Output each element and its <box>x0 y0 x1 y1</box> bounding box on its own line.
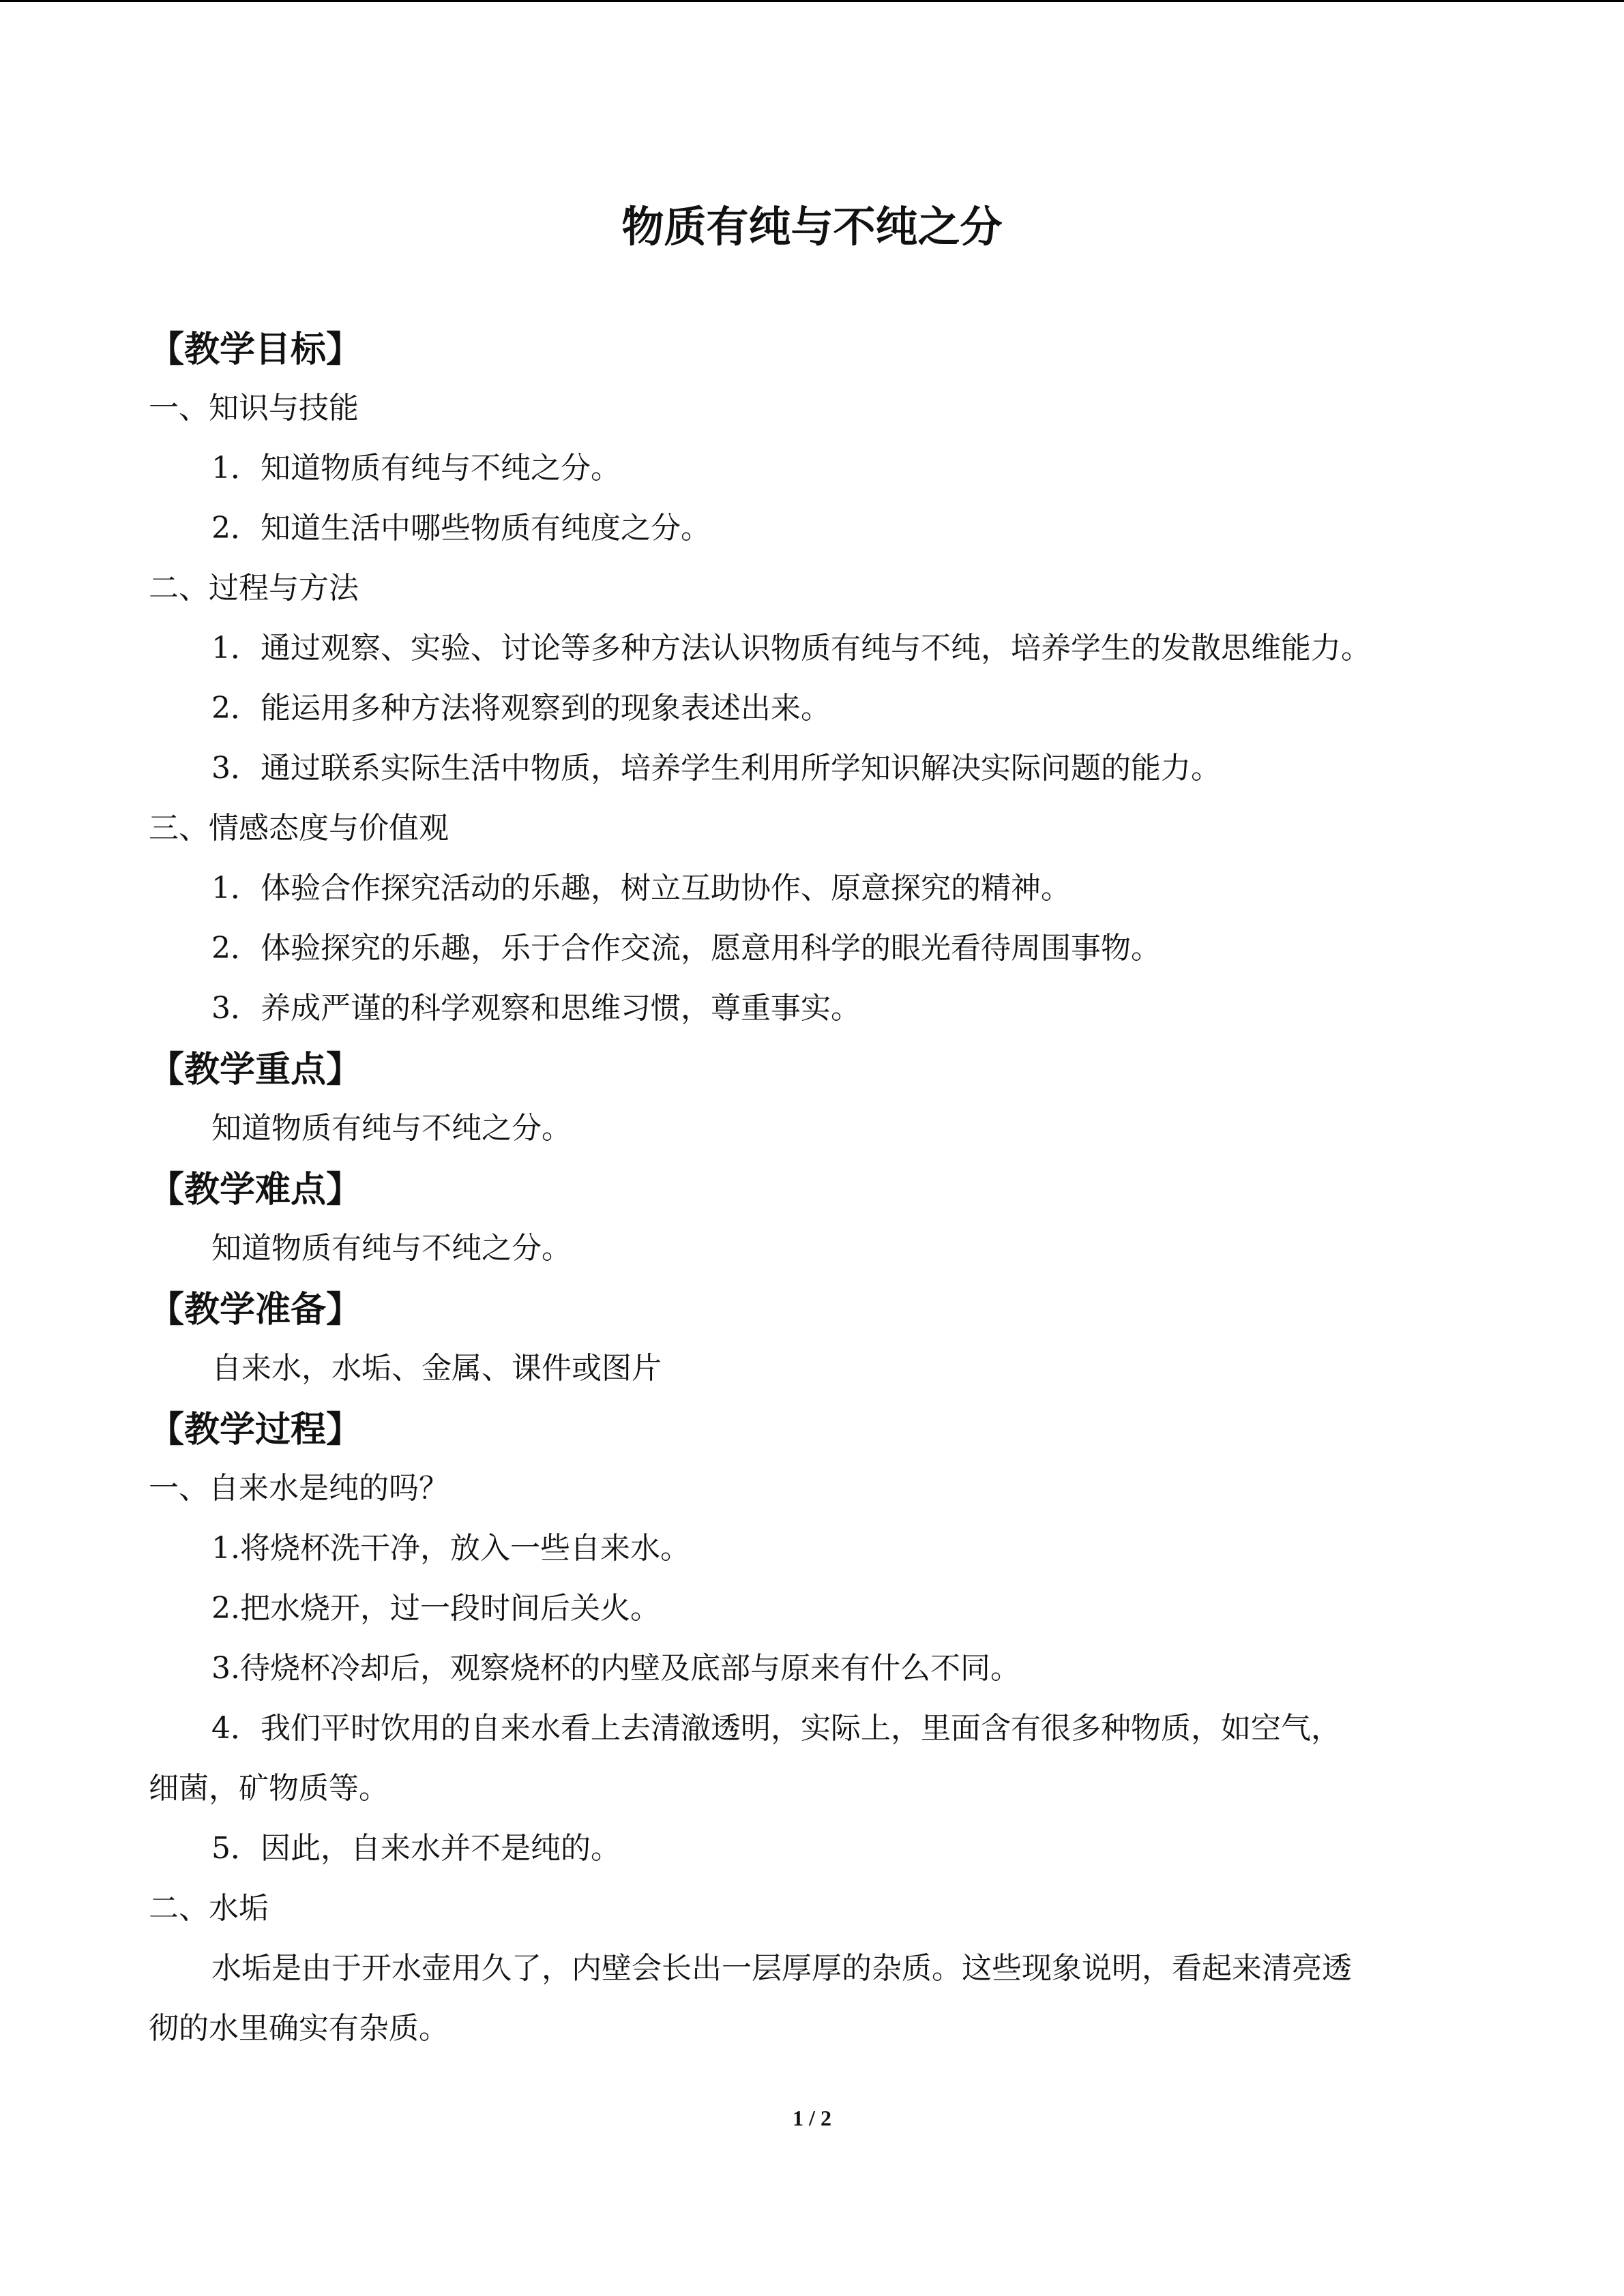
text-line: 2.把水烧开，过一段时间后关火。 <box>211 1591 660 1626</box>
section-heading: 【教学难点】 <box>149 1169 362 1210</box>
text-line: 一、自来水是纯的吗？ <box>149 1471 449 1506</box>
text-line: 细菌，矿物质等。 <box>149 1771 389 1806</box>
text-line: 水垢是由于开水壶用久了，内壁会长出一层厚厚的杂质。这些现象说明，看起来清亮透 <box>211 1951 1352 1986</box>
text-line: 彻的水里确实有杂质。 <box>149 2011 449 2046</box>
text-line: 3.待烧杯冷却后，观察烧杯的内壁及底部与原来有什么不同。 <box>211 1651 1020 1686</box>
text-line: 3．养成严谨的科学观察和思维习惯，尊重事实。 <box>211 991 861 1026</box>
text-line: 2．体验探究的乐趣，乐于合作交流，愿意用科学的眼光看待周围事物。 <box>211 931 1161 966</box>
section-heading: 【教学准备】 <box>149 1289 362 1330</box>
text-line: 自来水，水垢、金属、课件或图片 <box>211 1351 662 1386</box>
text-line: 一、知识与技能 <box>149 391 359 426</box>
text-line: 三、情感态度与价值观 <box>149 811 449 846</box>
text-line: 4．我们平时饮用的自来水看上去清澈透明，实际上，里面含有很多种物质，如空气， <box>211 1711 1341 1746</box>
text-line: 1．通过观察、实验、讨论等多种方法认识物质有纯与不纯，培养学生的发散思维能力。 <box>211 631 1371 666</box>
text-line: 1．体验合作探究活动的乐趣，树立互助协作、原意探究的精神。 <box>211 871 1071 906</box>
document-title: 物质有纯与不纯之分 <box>621 202 1003 252</box>
section-heading: 【教学过程】 <box>149 1410 362 1450</box>
page-number: 1 / 2 <box>793 2106 831 2130</box>
text-line: 知道物质有纯与不纯之分。 <box>211 1231 572 1266</box>
text-line: 知道物质有纯与不纯之分。 <box>211 1111 572 1146</box>
text-line: 2．能运用多种方法将观察到的现象表述出来。 <box>211 691 831 726</box>
text-line: 二、水垢 <box>149 1891 269 1926</box>
text-line: 1．知道物质有纯与不纯之分。 <box>211 451 621 486</box>
text-line: 1.将烧杯洗干净，放入一些自来水。 <box>211 1531 690 1566</box>
text-line: 二、过程与方法 <box>149 571 359 606</box>
text-line: 5．因此，自来水并不是纯的。 <box>211 1831 621 1866</box>
section-heading: 【教学重点】 <box>149 1049 362 1090</box>
text-line: 2．知道生活中哪些物质有纯度之分。 <box>211 511 711 546</box>
text-line: 3．通过联系实际生活中物质，培养学生利用所学知识解决实际问题的能力。 <box>211 751 1221 786</box>
section-heading: 【教学目标】 <box>149 329 362 370</box>
